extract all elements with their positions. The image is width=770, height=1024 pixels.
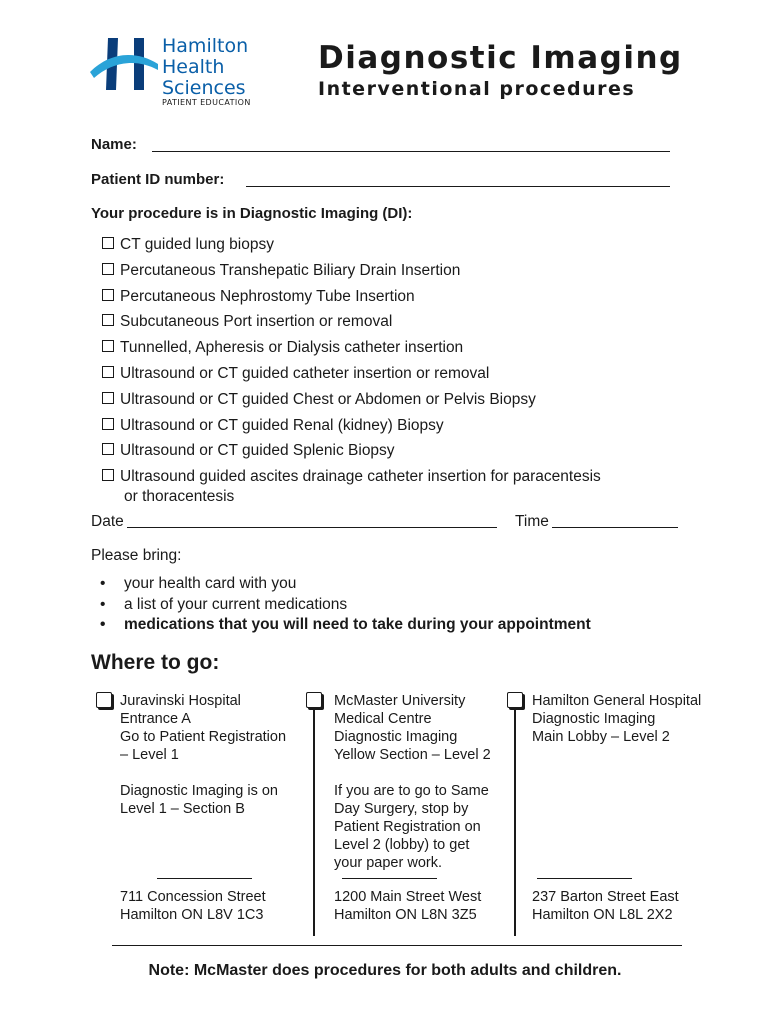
procedure-heading: Your procedure is in Diagnostic Imaging (DI):: [91, 205, 413, 222]
time-field[interactable]: [552, 527, 678, 528]
checkbox[interactable]: [102, 443, 114, 455]
procedure-item[interactable]: Percutaneous Nephrostomy Tube Insertion: [102, 288, 415, 306]
checkbox[interactable]: [102, 340, 114, 352]
location-checkbox[interactable]: [507, 692, 523, 708]
bring-item: • your health card with you: [100, 575, 297, 592]
location-checkbox[interactable]: [96, 692, 112, 708]
location-mcmaster: McMaster University Medical Centre Diagnostic Imaging Yellow Section – Level 2: [334, 693, 491, 763]
procedure-item[interactable]: Ultrasound or CT guided Chest or Abdomen or Pelvis Biopsy: [102, 391, 536, 409]
column-divider: [313, 700, 315, 936]
location-note: If you are to go to Same Day Surgery, stop by Patient Registration on Level 2 (lobby) to get your paper work.: [334, 783, 489, 871]
logo-line-2: Health: [162, 56, 225, 78]
procedure-item[interactable]: Ultrasound or CT guided Renal (kidney) Biopsy: [102, 417, 444, 435]
logo-wordmark: [162, 36, 248, 99]
location-address: 1200 Main Street West Hamilton ON L8N 3Z5: [334, 889, 482, 923]
checkbox[interactable]: [102, 469, 114, 481]
checkbox[interactable]: [102, 418, 114, 430]
date-label: Date: [91, 513, 124, 530]
name-field[interactable]: [152, 151, 670, 152]
bottom-rule: [112, 945, 682, 946]
bring-item: • a list of your current medications: [100, 596, 348, 613]
checkbox[interactable]: [102, 237, 114, 249]
checkbox[interactable]: [102, 314, 114, 326]
location-hamilton-general: Hamilton General Hospital Diagnostic Imaging Main Lobby – Level 2: [532, 693, 702, 745]
footer-note: Note: McMaster does procedures for both adults and children.: [148, 962, 622, 979]
procedure-item[interactable]: Percutaneous Transhepatic Biliary Drain Insertion: [102, 262, 460, 280]
location-checkbox[interactable]: [306, 692, 322, 708]
name-label: Name:: [91, 136, 137, 153]
date-field[interactable]: [127, 527, 497, 528]
logo-line-1: Hamilton: [162, 35, 249, 57]
bring-heading: Please bring:: [91, 547, 182, 564]
checkbox[interactable]: [102, 263, 114, 275]
location-note: Diagnostic Imaging is on Level 1 – Section B: [120, 783, 278, 817]
where-heading: Where to go:: [91, 651, 220, 674]
procedure-item-continuation: or thoracentesis: [124, 488, 235, 505]
location-address: 711 Concession Street Hamilton ON L8V 1C3: [120, 889, 266, 923]
procedure-item[interactable]: Ultrasound or CT guided catheter insertion or removal: [102, 365, 489, 383]
divider: [537, 878, 632, 879]
divider: [157, 878, 252, 879]
page-subtitle: Interventional procedures: [318, 78, 636, 100]
procedure-item[interactable]: Ultrasound guided ascites drainage catheter insertion for paracentesis: [102, 468, 601, 486]
time-label: Time: [515, 513, 549, 530]
divider: [342, 878, 437, 879]
checkbox[interactable]: [102, 392, 114, 404]
logo-subtitle: PATIENT EDUCATION: [162, 98, 251, 107]
procedure-item[interactable]: Tunnelled, Apheresis or Dialysis catheter insertion: [102, 339, 463, 357]
procedure-item[interactable]: Ultrasound or CT guided Splenic Biopsy: [102, 442, 395, 460]
bring-item: • medications that you will need to take during your appointment: [100, 616, 591, 633]
checkbox[interactable]: [102, 366, 114, 378]
procedure-item[interactable]: Subcutaneous Port insertion or removal: [102, 313, 392, 331]
hhs-logo-icon: [88, 34, 160, 94]
procedure-item[interactable]: CT guided lung biopsy: [102, 236, 274, 254]
location-address: 237 Barton Street East Hamilton ON L8L 2X2: [532, 889, 679, 923]
location-juravinski: Juravinski Hospital Entrance A Go to Patient Registration – Level 1: [120, 693, 287, 763]
checkbox[interactable]: [102, 289, 114, 301]
page-title: Diagnostic Imaging: [318, 40, 683, 76]
patient-id-label: Patient ID number:: [91, 171, 225, 188]
column-divider: [514, 700, 516, 936]
logo-line-3: Sciences: [162, 77, 246, 99]
patient-id-field[interactable]: [246, 186, 670, 187]
